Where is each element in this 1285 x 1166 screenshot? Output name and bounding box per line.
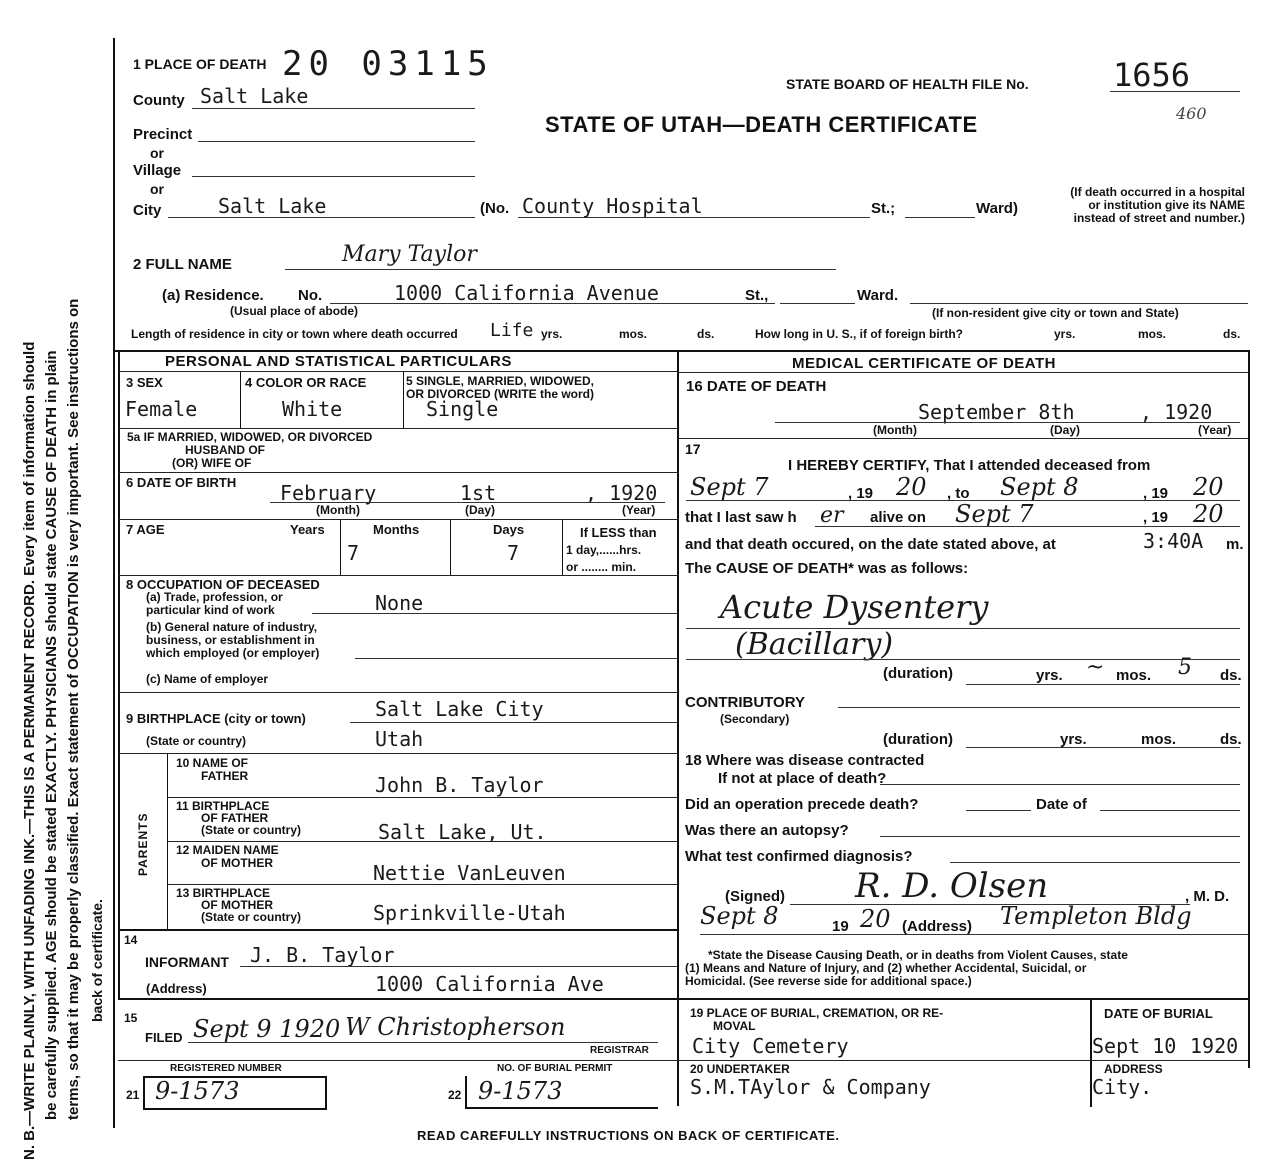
registrar-signature: W Christopherson (345, 1013, 566, 1041)
ward-line (905, 217, 975, 218)
age-months-label: Months (373, 522, 420, 537)
county-label: County (133, 92, 185, 109)
dob-year: , 1920 (585, 481, 658, 505)
color-value: White (282, 397, 343, 421)
residence-label: (a) Residence. (162, 287, 264, 304)
item-18-label: 18 Where was disease contracted (685, 752, 925, 769)
date-of-line (1100, 810, 1240, 811)
father-birthplace: Salt Lake, Ut. (378, 820, 547, 844)
stamped-number: 20 03115 (282, 44, 494, 84)
autopsy-label: Was there an autopsy? (685, 822, 849, 839)
permit-prefix: 22 (448, 1088, 462, 1102)
date-of-burial-label: DATE OF BURIAL (1104, 1006, 1213, 1021)
duration2-yrs: yrs. (1060, 731, 1087, 748)
county-value: Salt Lake (200, 84, 309, 108)
duration-yrs: yrs. (1036, 667, 1063, 684)
residence-line (330, 303, 775, 304)
side-note-line-3: terms, so that it may be properly classified. Exact statement of OCCUPATION is very important. See instructions on (65, 298, 82, 1120)
left-inner-border (118, 350, 120, 998)
occupation-a-line (312, 613, 677, 614)
footnote-2: (1) Means and Nature of Injury, and (2) whether Accidental, Suicidal, or (685, 961, 1087, 975)
informant-bottom-rule (118, 998, 677, 1000)
date-of-label: Date of (1036, 796, 1087, 813)
medical-bottom-rule (678, 998, 1248, 1000)
father-row-rule (168, 797, 677, 798)
or-label-1: or (150, 145, 164, 161)
length-ds: ds. (697, 327, 715, 341)
informant-number: 14 (124, 933, 138, 947)
marital-row-rule (118, 428, 677, 429)
duration-mos: mos. (1116, 667, 1152, 684)
age-row-rule (118, 575, 677, 576)
filed-date: Sept 9 1920 (193, 1015, 341, 1043)
last-saw-19: , 19 (1143, 509, 1169, 526)
dod-month-label: (Month) (873, 423, 917, 437)
attended-from: Sept 7 (690, 473, 769, 501)
foreign-ds: ds. (1223, 327, 1241, 341)
occupation-c-label: (c) Name of employer (146, 672, 269, 686)
informant-address: 1000 California Ave (375, 972, 604, 996)
registered-number: 9-1573 (155, 1077, 240, 1105)
dod-year-label: (Year) (1198, 423, 1232, 437)
permit-box-left (465, 1076, 467, 1108)
permit-number: 9-1573 (478, 1077, 563, 1105)
nonresident-label: (If non-resident give city or town and State) (932, 306, 1179, 320)
date-of-death-line (775, 422, 1240, 423)
date-of-death-year: , 1920 (1140, 400, 1213, 424)
occupation-label: 8 OCCUPATION OF DECEASED (126, 577, 320, 592)
duration2-label: (duration) (883, 731, 953, 748)
residence-no-label: No. (298, 287, 323, 304)
footnote-1: *State the Disease Causing Death, or in deaths from Violent Causes, state (708, 948, 1128, 962)
less-label-2: 1 day,......hrs. (566, 543, 642, 557)
center-divider (677, 350, 679, 1106)
file-number: 1656 (1113, 56, 1191, 94)
precinct-line (198, 141, 475, 142)
foreign-label: How long in U. S., if of foreign birth? (755, 327, 963, 341)
duration-days-value: 5 (1178, 655, 1192, 680)
file-small-mark: 460 (1176, 104, 1207, 123)
death-time-text: and that death occured, on the date stated above, at (685, 536, 1056, 553)
duration-line (966, 684, 1240, 685)
marital-value: Single (426, 397, 499, 421)
date-of-death-value: September 8th (918, 400, 1075, 424)
sign-19: 19 (832, 918, 849, 935)
occupation-b-line (355, 658, 677, 659)
sign-address-line (700, 934, 1248, 935)
parents-bottom-rule (118, 929, 677, 931)
registrar-label: REGISTRAR (590, 1045, 649, 1056)
less-label-3: or ........ min. (566, 560, 637, 574)
color-marital-divider (403, 372, 404, 428)
medical-header-rule (678, 372, 1248, 373)
residence-st-label: St., (745, 287, 769, 304)
color-label: 4 COLOR OR RACE (245, 375, 367, 390)
burial-row-rule (678, 1060, 1248, 1061)
personal-header-rule (118, 371, 677, 372)
dob-year-label: (Year) (622, 503, 656, 517)
physician-signature: R. D. Olsen (855, 866, 1049, 906)
contributory-line (838, 707, 1240, 708)
filed-bottom-rule (118, 1060, 677, 1061)
test-line (950, 862, 1240, 863)
burial-permit-label: NO. OF BURIAL PERMIT (497, 1063, 613, 1074)
undertaker-value: S.M.TAylor & Company (690, 1075, 931, 1099)
undertaker-address: City. (1092, 1075, 1153, 1099)
spouse-label-2: HUSBAND OF (185, 443, 265, 457)
side-note-line-4: back of certificate. (89, 899, 105, 1022)
marital-label-2: OR DIVORCED (WRITE the word) (406, 387, 594, 401)
father-birth-row-rule (168, 841, 677, 842)
attended-from-year: 20 (896, 473, 927, 501)
secondary-label: (Secondary) (720, 712, 790, 726)
burial-date: Sept 10 (1092, 1034, 1177, 1058)
dod-day-label: (Day) (1050, 423, 1081, 437)
file-number-line (1110, 91, 1240, 92)
birthplace-state: Utah (375, 727, 424, 751)
length-yrs: yrs. (541, 327, 563, 341)
mother-birth-label-2: OF MOTHER (201, 898, 273, 912)
medical-header: MEDICAL CERTIFICATE OF DEATH (792, 355, 1056, 372)
top-rule-particulars (114, 350, 1248, 352)
spouse-row-rule (118, 472, 677, 473)
footnote-3: Homicidal. (See reverse side for additional space.) (685, 974, 972, 988)
certify-text: I HEREBY CERTIFY, That I attended deceased from (788, 457, 1151, 474)
father-birth-label-2: OF FATHER (201, 811, 269, 825)
dod-row-rule (678, 438, 1248, 439)
length-mos: mos. (619, 327, 648, 341)
duration-label: (duration) (883, 665, 953, 682)
father-label-2: FATHER (201, 769, 249, 783)
occupation-b-label-2: business, or establishment in (146, 633, 315, 647)
date-of-death-label: 16 DATE OF DEATH (686, 378, 827, 395)
occupation-a-label-2: particular kind of work (146, 603, 275, 617)
mother-birth-label-1: 13 BIRTHPLACE (176, 886, 271, 900)
certificate-title: STATE OF UTAH—DEATH CERTIFICATE (545, 112, 978, 137)
permit-box-bottom (465, 1107, 658, 1109)
age-months-value: 7 (347, 541, 360, 565)
county-line (192, 108, 475, 109)
burial-place: City Cemetery (692, 1034, 849, 1058)
sign-date: Sept 8 (700, 902, 779, 930)
dob-day: 1st (460, 481, 497, 505)
registered-number-label: REGISTERED NUMBER (170, 1063, 282, 1074)
sign-year: 20 (860, 905, 891, 933)
sex-value: Female (125, 397, 198, 421)
occupation-row-rule (118, 692, 677, 693)
marital-label-1: 5 SINGLE, MARRIED, WIDOWED, (406, 374, 595, 388)
burial-label-1: 19 PLACE OF BURIAL, CREMATION, OR RE- (690, 1006, 944, 1020)
informant-line (240, 966, 677, 967)
full-name-line (285, 269, 836, 270)
birthplace-city-line (350, 722, 677, 723)
residence-ward-line (780, 303, 855, 304)
father-name: John B. Taylor (375, 773, 544, 797)
cause-line-1: Acute Dysentery (720, 588, 989, 626)
residence-nonres-line (910, 303, 1248, 304)
age-months-divider (450, 520, 451, 575)
birthplace-state-label: (State or country) (146, 734, 247, 748)
age-days-divider (562, 520, 563, 575)
last-saw-text: that I last saw h (685, 509, 797, 526)
residence-ward-label: Ward. (857, 287, 899, 304)
item-18-line (880, 784, 1240, 785)
age-years-divider (340, 520, 341, 575)
duration-ds: ds. (1220, 667, 1242, 684)
father-birth-label-1: 11 BIRTHPLACE (176, 799, 270, 813)
md-label: , M. D. (1185, 888, 1230, 905)
cause-label: The CAUSE OF DEATH* was as follows: (685, 560, 969, 577)
right-border (1248, 350, 1250, 1068)
length-label: Length of residence in city or town where death occurred (131, 327, 458, 341)
occupation-b-label-3: which employed (or employer) (146, 646, 320, 660)
sex-color-divider (240, 372, 241, 428)
duration2-line (966, 747, 1240, 748)
dob-month: February (280, 481, 377, 505)
duration-months-value: ~ (1086, 655, 1105, 680)
length-value: Life (490, 320, 534, 341)
death-address-value: County Hospital (522, 194, 703, 218)
attended-to-year: 20 (1193, 473, 1224, 501)
last-saw-line (815, 526, 1240, 527)
filed-number: 15 (124, 1011, 138, 1025)
address-ward-label: Ward) (976, 200, 1018, 217)
parents-label: PARENTS (136, 812, 150, 876)
age-days-label: Days (493, 522, 525, 537)
cause-line-2-rule (686, 659, 1240, 660)
mother-birth-label-3: (State or country) (201, 910, 302, 924)
mother-row-rule (168, 884, 677, 885)
duration2-ds: ds. (1220, 731, 1242, 748)
dob-month-label: (Month) (316, 503, 360, 517)
burial-label-2: MOVAL (713, 1019, 756, 1033)
personal-header: PERSONAL AND STATISTICAL PARTICULARS (165, 353, 512, 370)
operation-label: Did an operation precede death? (685, 796, 919, 813)
informant-address-label: (Address) (146, 981, 207, 996)
side-note-line-2: be carefully supplied. AGE should be stated EXACTLY. PHYSICIANS should state CAUSE OF DEATH in plain (43, 350, 60, 1120)
age-days-value: 7 (507, 541, 520, 565)
city-label: City (133, 202, 162, 219)
mother-name: Nettie VanLeuven (373, 861, 566, 885)
last-saw-year: 20 (1193, 500, 1224, 528)
registered-prefix: 21 (126, 1088, 140, 1102)
birthplace-row-rule (118, 753, 677, 754)
undertaker-label: 20 UNDERTAKER (690, 1062, 790, 1076)
sign-address: Templeton Bldg (1000, 902, 1192, 930)
occupation-value: None (375, 591, 424, 615)
spouse-label-3: (OR) WIFE OF (172, 456, 252, 470)
duration2-mos: mos. (1141, 731, 1177, 748)
filed-label: FILED (145, 1030, 183, 1045)
address-st-label: St.; (871, 200, 896, 217)
city-line (168, 217, 475, 218)
precinct-label: Precinct (133, 126, 193, 143)
state-board-label: STATE BOARD OF HEALTH FILE No. (786, 76, 1029, 92)
father-label-1: 10 NAME OF (176, 756, 249, 770)
sex-label: 3 SEX (126, 375, 163, 390)
full-name-label: 2 FULL NAME (133, 256, 232, 273)
footer-instructions: READ CAREFULLY INSTRUCTIONS ON BACK OF CERTIFICATE. (417, 1128, 840, 1143)
last-saw-date: Sept 7 (955, 500, 1034, 528)
attended-to: Sept 8 (1000, 473, 1079, 501)
village-label: Village (133, 162, 182, 179)
side-note-line-1: N. B.—WRITE PLAINLY, WITH UNFADING INK.—THIS IS A PERMANENT RECORD. Every item of information should (21, 341, 38, 1160)
alive-on-label: alive on (870, 509, 926, 526)
dob-row-rule (118, 519, 677, 520)
item-17-label: 17 (685, 441, 701, 457)
death-address-line (518, 217, 870, 218)
operation-line (966, 810, 1031, 811)
dob-day-label: (Day) (465, 503, 496, 517)
to-label: , to (947, 485, 970, 502)
usual-abode-label: (Usual place of abode) (230, 304, 359, 318)
death-time-value: 3:40A (1143, 529, 1204, 553)
occupation-a-label-1: (a) Trade, profession, or (146, 590, 283, 604)
left-border (113, 38, 115, 1128)
birthplace-city: Salt Lake City (375, 697, 544, 721)
undertaker-address-label: ADDRESS (1104, 1062, 1163, 1076)
age-years-label: Years (290, 522, 325, 537)
signed-label: (Signed) (725, 888, 785, 905)
informant-value: J. B. Taylor (250, 943, 395, 967)
burial-year: 1920 (1190, 1034, 1239, 1058)
birthplace-label: 9 BIRTHPLACE (city or town) (126, 711, 306, 726)
mother-label-1: 12 MAIDEN NAME (176, 843, 279, 857)
autopsy-line (880, 836, 1240, 837)
contributory-label: CONTRIBUTORY (685, 694, 805, 711)
residence-value: 1000 California Avenue (394, 281, 659, 305)
foreign-yrs: yrs. (1054, 327, 1076, 341)
age-label: 7 AGE (126, 522, 165, 537)
occupation-b-label-1: (b) General nature of industry, (146, 620, 318, 634)
father-birth-label-3: (State or country) (201, 823, 302, 837)
spouse-label-1: 5a IF MARRIED, WIDOWED, OR DIVORCED (127, 430, 373, 444)
mother-label-2: OF MOTHER (201, 856, 273, 870)
sign-address-label: (Address) (902, 918, 973, 935)
or-label-2: or (150, 181, 164, 197)
item-18-sub: If not at place of death? (718, 770, 887, 787)
dob-label: 6 DATE OF BIRTH (126, 475, 237, 490)
place-of-death-label: 1 PLACE OF DEATH (133, 56, 267, 72)
city-value: Salt Lake (218, 194, 327, 218)
village-line (192, 176, 475, 177)
death-time-m: m. (1226, 536, 1244, 553)
test-label: What test confirmed diagnosis? (685, 848, 913, 865)
cause-line-2: (Bacillary) (735, 627, 894, 662)
address-no-label: (No. (480, 200, 510, 217)
filed-line (188, 1042, 658, 1043)
full-name-value: Mary Taylor (342, 242, 477, 267)
hospital-note: (If death occurred in a hospital or institution give its NAME instead of street and number.) (1070, 185, 1245, 225)
mother-birthplace: Sprinkville-Utah (373, 901, 566, 925)
to-19: , 19 (1143, 485, 1169, 502)
from-19: , 19 (848, 485, 874, 502)
foreign-mos: mos. (1138, 327, 1167, 341)
last-saw-her: er (820, 503, 844, 528)
less-label-1: If LESS than (580, 525, 657, 540)
informant-label: INFORMANT (145, 954, 229, 970)
